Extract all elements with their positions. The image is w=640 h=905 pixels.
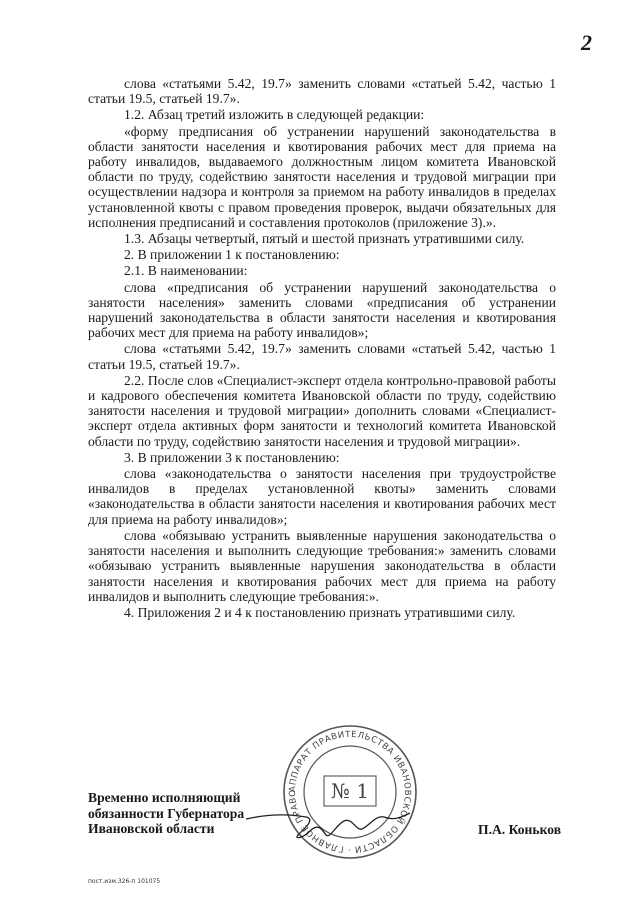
paragraph: слова «статьями 5.42, 19.7» заменить словами «статьей 5.42, частью 1 статьи 19.5, статьей 19.7». (88, 76, 556, 107)
signer-title-line: обязанности Губернатора (88, 805, 245, 821)
signer-title-line: Временно исполняющий (88, 790, 241, 805)
signer-name: П.А. Коньков (478, 822, 562, 837)
signer-title-line: Ивановской области (88, 821, 215, 836)
paragraph: 3. В приложении 3 к постановлению: (124, 449, 340, 465)
paragraph: слова «предписания об устранении нарушений законодательства о занятости населения» заменить словами «предписания об устранении нарушений законодательства в области занятости населения и квотирования рабочих мест для приема на работу инвалидов»; (88, 279, 556, 341)
handwritten-signature (244, 805, 414, 845)
paragraph: 2. В приложении 1 к постановлению: (124, 247, 340, 263)
paragraph: 1.3. Абзацы четвертый, пятый и шестой признать утратившими силу. (124, 231, 525, 247)
stamp-text: АППАРАТ ПРАВИТЕЛЬСТВА ИВАНОВСКОЙ ОБЛАСТИ · ГЛАВНОЕ ПРАВО (287, 729, 413, 855)
paragraph: 4. Приложения 2 и 4 к постановлению признать утратившими силу. (124, 604, 516, 620)
page-number: 2 (581, 30, 592, 55)
paragraph: слова «статьями 5.42, 19.7» заменить словами «статьей 5.42, частью 1 статьи 19.5, статьей 19.7». (88, 341, 556, 372)
paragraph: слова «законодательства о занятости населения при трудоустройстве инвалидов в пределах установленной квоты» заменить словами «законодательства в области занятости населения и квотирования рабочих мест для приема на работу инвалидов»; (88, 466, 556, 527)
paragraph: 1.2. Абзац третий изложить в следующей редакции: (124, 107, 425, 123)
paragraph: 2.2. После слов «Специалист-эксперт отдела контрольно-правовой работы и кадрового обеспечения комитета Ивановской области по труду, содействию занятости населения и трудовой миграции» дополнить словами «Специалист-эксперт отдела активных форм занятости и технологий комитета Ивановской области по труду, содействию занятости населения и трудовой миграции». (88, 372, 556, 449)
signer-title (88, 790, 244, 837)
stamp-number: № 1 (330, 779, 370, 803)
document-code: пост.изм.326-п 101075 (88, 878, 161, 885)
paragraph: 2.1. В наименовании: (124, 263, 248, 279)
official-stamp (280, 722, 420, 867)
paragraph: «форму предписания об устранении нарушений законодательства в области занятости населения и квотирования рабочих мест для приема на работу инвалидов, выдаваемого должностным лицом комитета Ивановской области по труду, содействию занятости населения и трудовой миграции при осуществлении надзора и контроля за приемом на работу инвалидов в пределах установленной квоты с правом проведения проверок, выдачи обязательных для исполнения предписаний и составления протоколов (приложение 3).». (88, 123, 556, 230)
paragraph: слова «обязываю устранить выявленные нарушения законодательства о занятости населения и выполнить следующие требования:» заменить словами «обязываю устранить выявленные нарушения законодательства в области занятости населения и квотирования рабочих мест для приема на работу инвалидов и выполнить следующие требования:». (88, 527, 556, 604)
document-body (88, 76, 556, 621)
